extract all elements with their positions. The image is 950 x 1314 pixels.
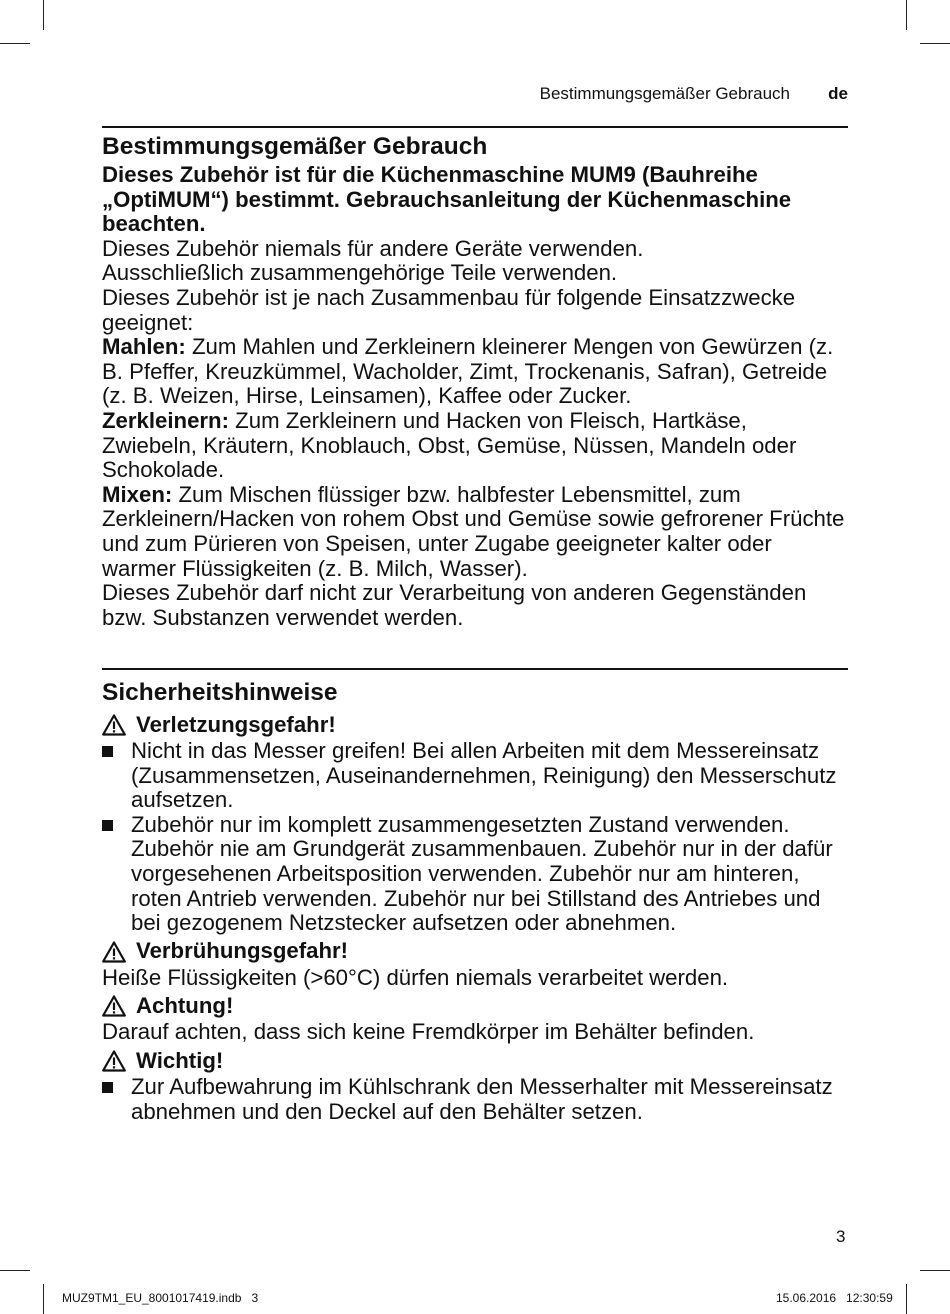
warning-triangle-icon [102,1050,126,1072]
list-item [102,739,848,813]
list-item-text: Nicht in das Messer greifen! Bei allen Arbeiten mit dem Messereinsatz (Zusammensetzen, Auseinandernehmen, Reinigung) den Messerschutz aufsetzen. [131,738,837,813]
header-language: de [828,84,848,103]
section-intended-use [102,131,848,673]
use-text: Zum Zerkleinern und Hacken von Fleisch, Hartkäse, Zwiebeln, Kräutern, Knoblauch, Obst, Gemüse, Nüssen, Mandeln oder Schokolade. [102,407,797,483]
list-item-text: Zur Aufbewahrung im Kühlschrank den Messerhalter mit Messereinsatz abnehmen und den Deckel auf den Behälter setzen. [131,1073,833,1124]
warning-text: Darauf achten, dass sich keine Fremdkörper im Behälter befinden. [102,1019,755,1045]
header-section-title: Bestimmungsgemäßer Gebrauch [539,84,790,103]
warning-title: Achtung! [136,993,234,1019]
section-safety [102,673,848,1124]
crop-mark [0,1270,30,1271]
running-header [102,84,848,108]
footer-file: MUZ9TM1_EU_8001017419.indb 3 [62,1291,259,1305]
list-item-text: Zubehör nur im komplett zusammengesetzten Zustand verwenden. Zubehör nie am Grundgerät zusammenbauen. Zubehör nur in der dafür vorgesehenen Arbeitsposition verwenden. Zubehör nur am hinteren, roten Antrieb verwenden. Zubehör nur bei Stillstand des Antriebes und bei gezogenem Netzstecker aufsetzen oder abnehmen. [131,811,833,936]
warning-title: Wichtig! [136,1047,224,1073]
list-item [102,813,848,936]
warning-triangle-icon [102,714,126,736]
use-term: Zerkleinern: [102,407,230,433]
warning-heading [102,992,848,1020]
intro-paragraph: Dieses Zubehör ist für die Küchenmaschine MUM9 (Bauhreihe „OptiMUM“) bestimmt. Gebrauchsanleitung der Küchenmaschine beachten. [102,162,792,237]
use-term: Mixen: [102,481,173,507]
crop-mark [906,0,907,30]
use-mixen [102,483,848,581]
use-zerkleinern [102,409,848,483]
crop-mark [0,43,30,44]
crop-mark [43,1284,44,1314]
warning-heading [102,711,848,739]
bullet-square-icon [102,746,113,757]
footer-date: 15.06.2016 12:30:59 [776,1291,893,1305]
use-text: Zum Mahlen und Zerkleinern kleinerer Mengen von Gewürzen (z. B. Pfeffer, Kreuzkümmel, Wacholder, Zimt, Trockenanis, Safran), Getreide (z. B. Weizen, Hirse, Leinsamen), Kaffee oder Zucker. [102,334,834,409]
page-content [102,131,848,1124]
use-term: Mahlen: [102,334,186,360]
bullet-square-icon [102,820,113,831]
crop-mark [906,1284,907,1314]
paragraph: Dieses Zubehör ist je nach Zusammenbau für folgende Einsatzzwecke geeignet: [102,284,796,335]
use-mahlen [102,335,848,409]
paragraph: Dieses Zubehör darf nicht zur Verarbeitung von anderen Gegenständen bzw. Substanzen verwendet werden. [102,580,807,630]
warning-heading [102,1047,848,1075]
warning-text: Heiße Flüssigkeiten (>60°C) dürfen niemals verarbeitet werden. [102,964,729,990]
crop-mark [920,43,950,44]
paragraph: Ausschließlich zusammengehörige Teile verwenden. [102,260,618,286]
page-number: 3 [836,1227,846,1246]
warning-heading [102,938,848,966]
section-title: Sicherheitshinweise [102,679,338,706]
warning-title: Verbrühungsgefahr! [136,938,349,964]
warning-title: Verletzungsgefahr! [136,711,336,737]
header-rule [102,126,848,128]
use-text: Zum Mischen flüssiger bzw. halbfester Lebensmittel, zum Zerkleinern/Hacken von rohem Obst und Gemüse sowie gefrorener Früchte und zum Pürieren von Speisen, unter Zugabe geeigneter kalter oder warmer Flüssigkeiten (z. B. Milch, Wasser). [102,481,845,581]
warning-triangle-icon [102,995,126,1017]
warning-triangle-icon [102,941,126,963]
section-title: Bestimmungsgemäßer Gebrauch [102,133,488,160]
crop-mark [43,0,44,30]
list-item [102,1075,848,1124]
paragraph: Dieses Zubehör niemals für andere Geräte verwenden. [102,235,644,261]
bullet-square-icon [102,1082,113,1093]
crop-mark [920,1270,950,1271]
